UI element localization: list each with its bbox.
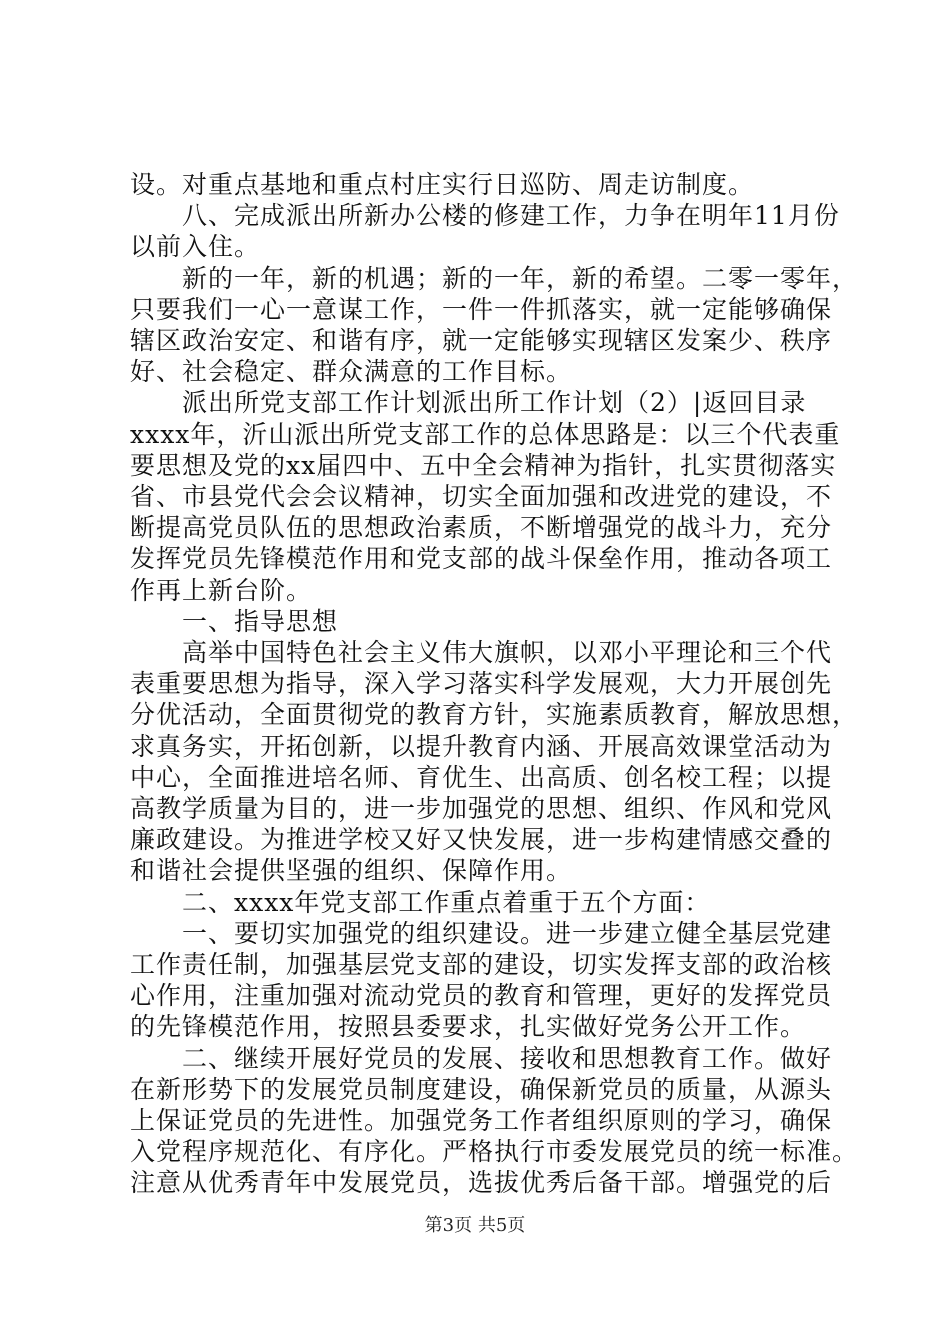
body-line: 分优活动，全面贯彻党的教育方针，实施素质教育，解放思想，	[130, 700, 859, 730]
body-line: 求真务实，开拓创新，以提升教育内涵、开展高效课堂活动为	[130, 731, 833, 761]
body-line: 在新形势下的发展党员制度建设，确保新党员的质量，从源头	[130, 1074, 833, 1104]
body-line: 派出所党支部工作计划派出所工作计划（2）|返回目录	[130, 388, 807, 418]
body-line: 一、指导思想	[130, 606, 339, 636]
body-line: 高举中国特色社会主义伟大旗帜，以邓小平理论和三个代	[130, 638, 833, 667]
body-line: 表重要思想为指导，深入学习落实科学发展观，大力开展创先	[130, 669, 833, 699]
body-line: 作再上新台阶。	[130, 575, 313, 605]
body-line: 要思想及党的xx届四中、五中全会精神为指针，扎实贯彻落实	[130, 450, 837, 480]
body-line: 入党程序规范化、有序化。严格执行市委发展党员的统一标准。	[130, 1137, 859, 1167]
body-line: 八、完成派出所新办公楼的修建工作，力争在明年11月份	[130, 201, 840, 231]
body-line: 只要我们一心一意谋工作，一件一件抓落实，就一定能够确保	[130, 294, 833, 324]
body-line: 设。对重点基地和重点村庄实行日巡防、周走访制度。	[130, 170, 755, 199]
body-line: 工作责任制，加强基层党支部的建设，切实发挥支部的政治核	[130, 950, 833, 979]
body-line: 二、继续开展好党员的发展、接收和思想教育工作。做好	[130, 1043, 833, 1073]
body-line: 发挥党员先锋模范作用和党支部的战斗保垒作用，推动各项工	[130, 544, 833, 574]
body-line: 中心，全面推进培名师、育优生、出高质、创名校工程；以提	[130, 762, 833, 792]
body-line: 高教学质量为目的，进一步加强党的思想、组织、作风和党风	[130, 794, 833, 823]
body-line: 的先锋模范作用，按照县委要求，扎实做好党务公开工作。	[130, 1012, 807, 1042]
body-line: 一、要切实加强党的组织建设。进一步建立健全基层党建	[130, 918, 833, 948]
body-line: 好、社会稳定、群众满意的工作目标。	[130, 357, 573, 387]
body-line: 注意从优秀青年中发展党员，选拔优秀后备干部。增强党的后	[130, 1168, 833, 1198]
body-line: 省、市县党代会会议精神，切实全面加强和改进党的建设，不	[130, 482, 833, 511]
body-line: 二、xxxx年党支部工作重点着重于五个方面：	[130, 887, 711, 917]
page-footer: 第3页 共5页	[424, 1215, 526, 1236]
body-line: 廉政建设。为推进学校又好又快发展，进一步构建情感交叠的	[130, 825, 833, 855]
body-line: 新的一年，新的机遇；新的一年，新的希望。二零一零年，	[130, 263, 859, 293]
body-line: 以前入住。	[130, 232, 261, 262]
body-line: 和谐社会提供坚强的组织、保障作用。	[130, 856, 573, 886]
body-line: 辖区政治安定、和谐有序，就一定能够实现辖区发案少、秩序	[130, 326, 833, 355]
body-line: xxxx年，沂山派出所党支部工作的总体思路是：以三个代表重	[130, 419, 841, 449]
body-line: 断提高党员队伍的思想政治素质，不断增强党的战斗力，充分	[130, 513, 833, 543]
body-line: 上保证党员的先进性。加强党务工作者组织原则的学习，确保	[130, 1106, 833, 1135]
body-line: 心作用，注重加强对流动党员的教育和管理，更好的发挥党员	[130, 981, 833, 1011]
